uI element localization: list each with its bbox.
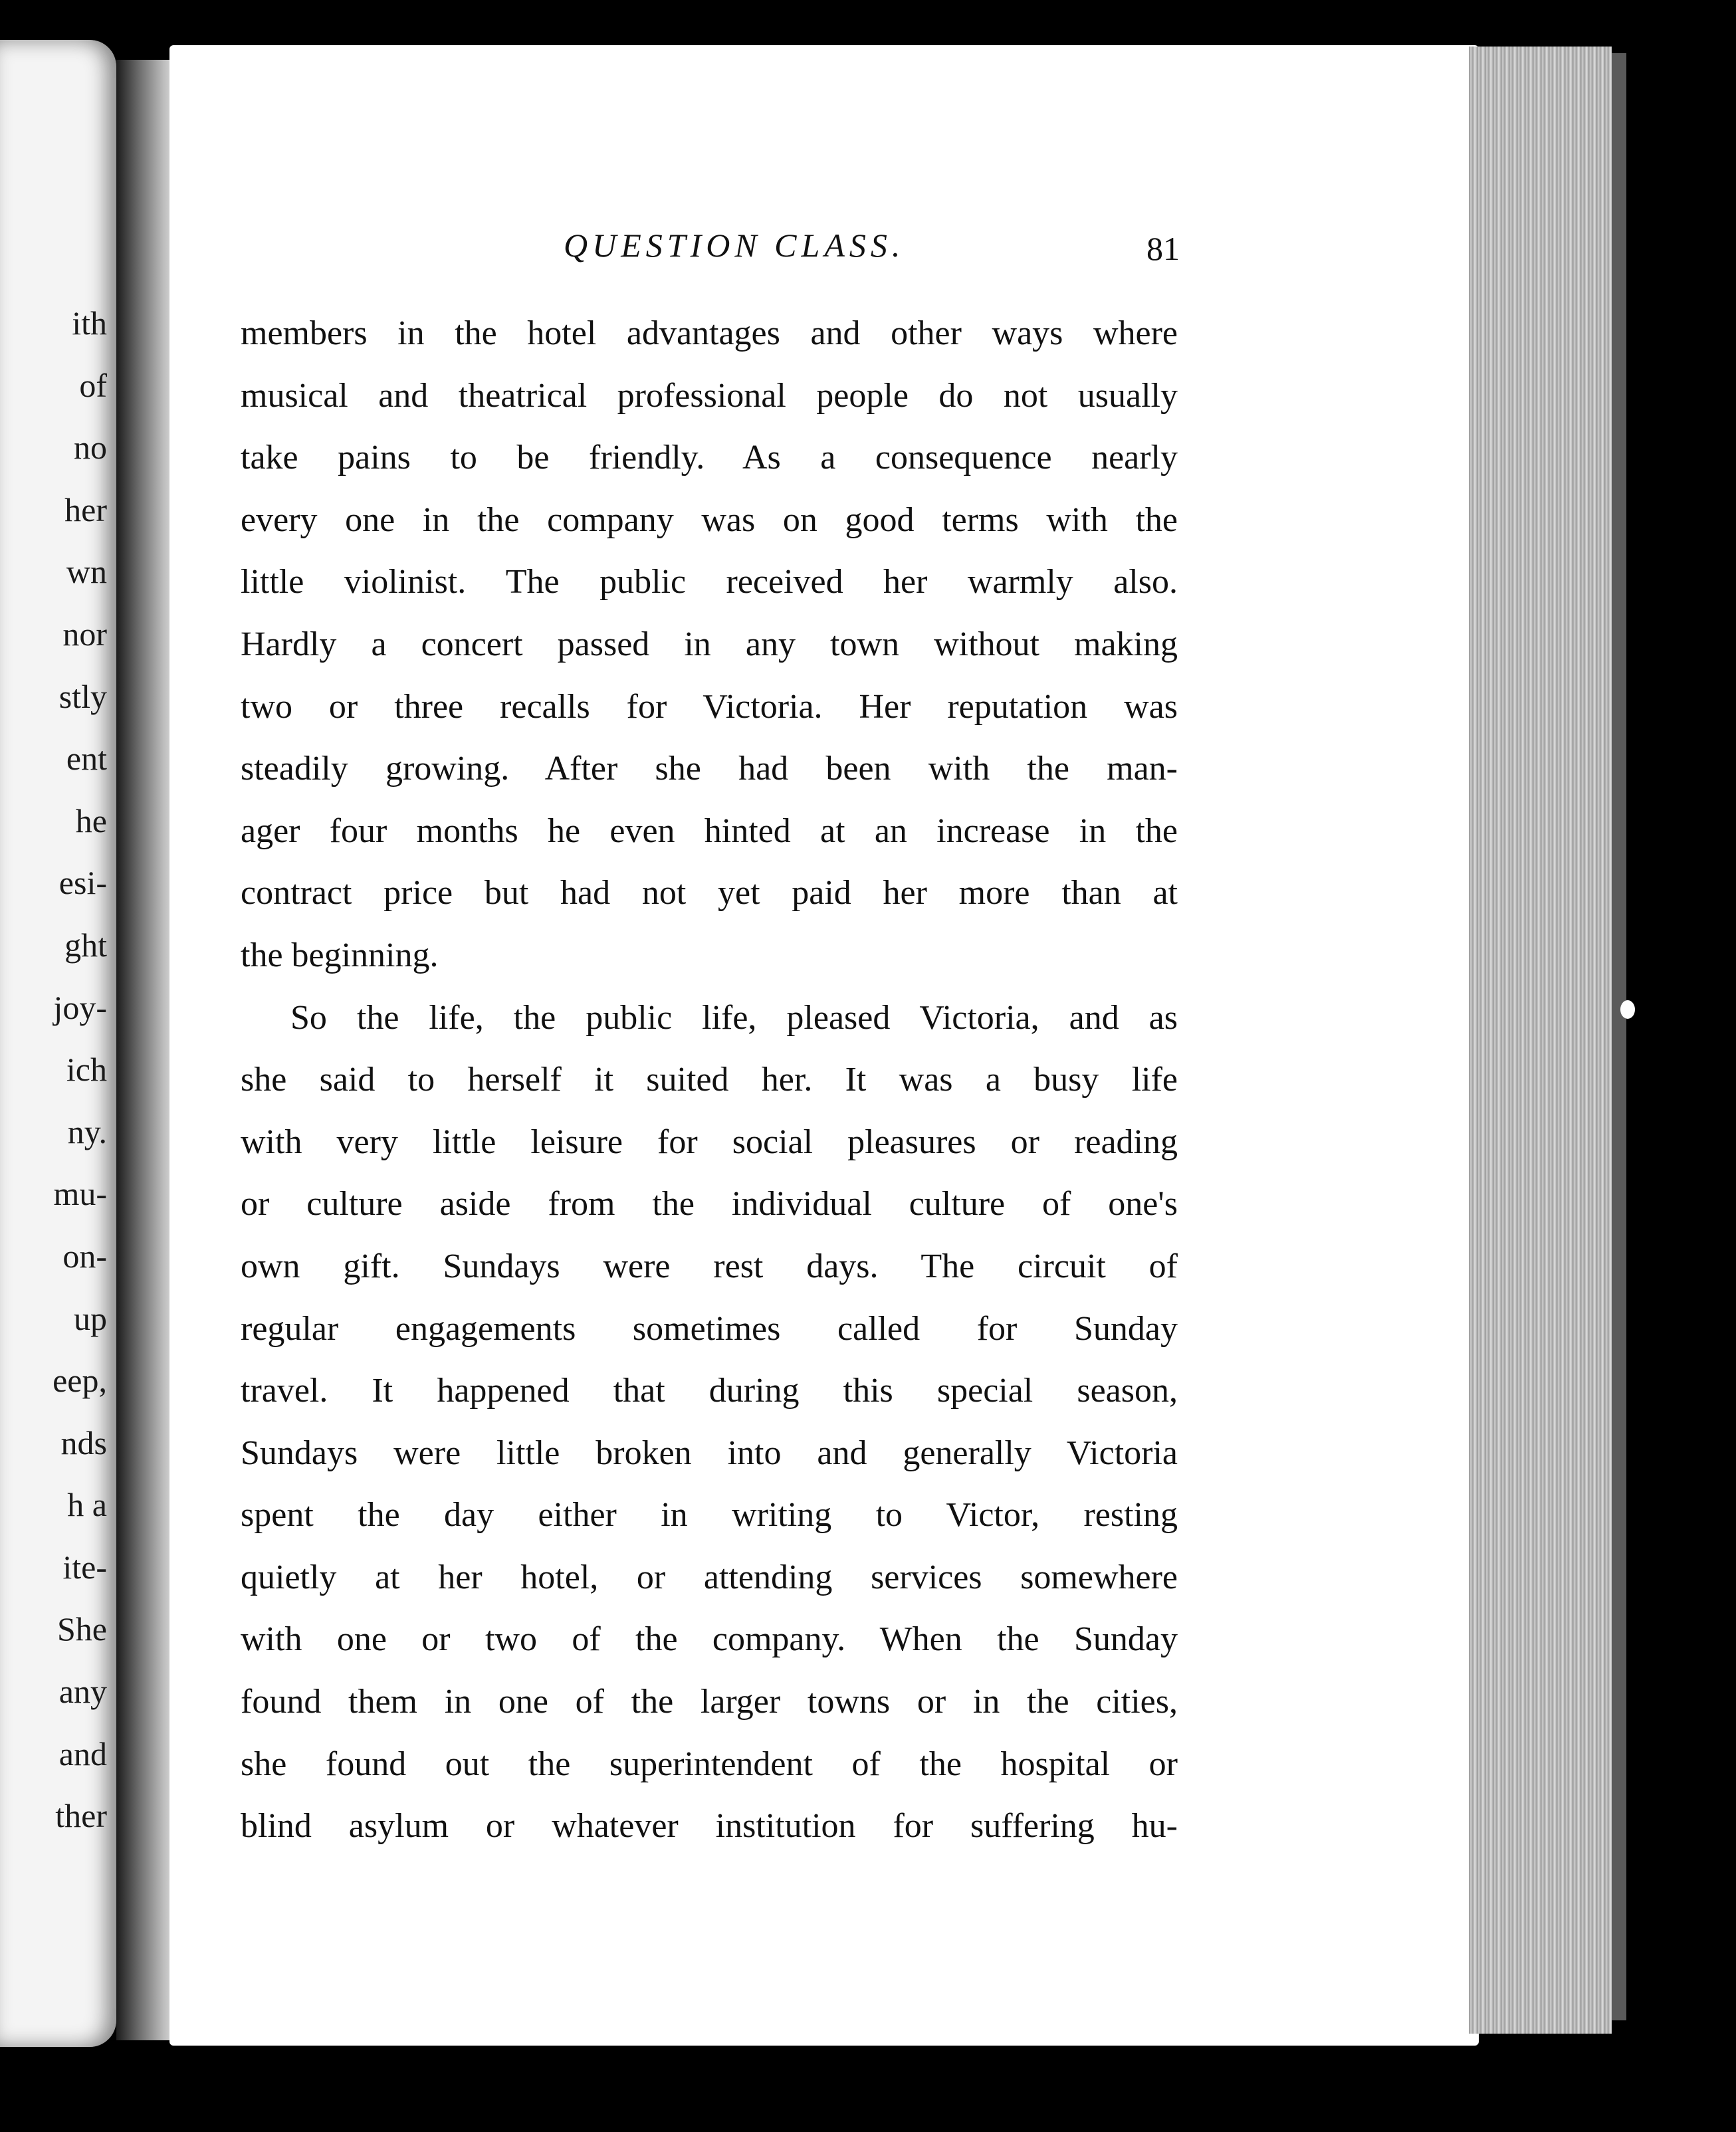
text-line: musical and theatrical professional people do not usually <box>241 376 1178 415</box>
left-fragment: no <box>74 429 107 467</box>
left-fragment: esi- <box>58 864 107 902</box>
paragraph-first-line: So the life, the public life, pleased Victoria, and as <box>290 998 1178 1037</box>
left-fragment: eep, <box>53 1362 107 1400</box>
text-line: two or three recalls for Victoria. Her reputation was <box>241 687 1178 726</box>
text-line: with very little leisure for social pleasures or reading <box>241 1122 1178 1161</box>
text-line: travel. It happened that during this special season, <box>241 1372 1178 1410</box>
left-page-text <box>53 292 107 1848</box>
text-line: contract price but had not yet paid her more than at <box>241 874 1178 912</box>
text-line: little violinist. The public received her warmly also. <box>241 563 1178 601</box>
left-fragment: mu- <box>53 1175 107 1213</box>
text-line: ager four months he even hinted at an increase in the <box>241 811 1178 850</box>
left-fragment: ny. <box>67 1113 107 1150</box>
left-fragment: ich <box>66 1051 107 1089</box>
page-number: 81 <box>1146 230 1180 267</box>
left-fragment: nor <box>62 615 107 653</box>
book-cover-edge <box>1612 53 1626 2020</box>
paper-speck <box>1620 1000 1635 1019</box>
page-edges <box>1469 47 1612 2034</box>
left-fragment: ght <box>64 926 107 964</box>
text-line: found them in one of the larger towns or in the cities, <box>241 1683 1178 1721</box>
left-fragment: ite- <box>62 1548 107 1586</box>
left-fragment: her <box>64 490 107 528</box>
text-line: steadily growing. After she had been with the man- <box>241 750 1178 788</box>
text-line: spent the day either in writing to Victor, resting <box>241 1496 1178 1535</box>
text-line: Hardly a concert passed in any town without making <box>241 625 1178 663</box>
left-fragment: he <box>75 801 107 839</box>
text-line: every one in the company was on good terms with the <box>241 500 1178 539</box>
left-fragment: and <box>58 1735 107 1772</box>
left-fragment: of <box>79 366 107 404</box>
text-line: with one or two of the company. When the Sunday <box>241 1620 1178 1659</box>
left-page <box>0 40 116 2047</box>
left-fragment: ent <box>66 740 107 778</box>
text-line: quietly at her hotel, or attending services somewhere <box>241 1558 1178 1596</box>
left-fragment: ith <box>72 304 107 342</box>
text-line: blind asylum or whatever institution for suffering hu- <box>241 1807 1178 1846</box>
left-fragment: She <box>57 1610 107 1648</box>
text-line: or culture aside from the individual culture of one's <box>241 1185 1178 1224</box>
page-body <box>241 302 1178 1858</box>
left-fragment: h a <box>67 1486 107 1524</box>
running-head: QUESTION CLASS. <box>564 227 905 264</box>
left-fragment: up <box>74 1299 107 1337</box>
left-fragment: wn <box>66 553 107 591</box>
text-line: she said to herself it suited her. It was a busy life <box>241 1061 1178 1099</box>
left-fragment: any <box>58 1673 107 1711</box>
text-line: she found out the superintendent of the hospital or <box>241 1745 1178 1783</box>
text-line: Sundays were little broken into and generally Victoria <box>241 1434 1178 1472</box>
left-fragment: joy- <box>53 988 107 1026</box>
left-fragment: on- <box>62 1237 107 1275</box>
text-line: members in the hotel advantages and other ways where <box>241 314 1178 352</box>
paragraph-last-line: the beginning. <box>241 936 439 974</box>
text-line: take pains to be friendly. As a consequence nearly <box>241 439 1178 477</box>
left-fragment: nds <box>60 1424 107 1461</box>
text-line: own gift. Sundays were rest days. The circuit of <box>241 1247 1178 1285</box>
left-fragment: ther <box>55 1797 107 1835</box>
text-line: regular engagements sometimes called for Sunday <box>241 1309 1178 1348</box>
left-fragment: stly <box>58 677 107 715</box>
